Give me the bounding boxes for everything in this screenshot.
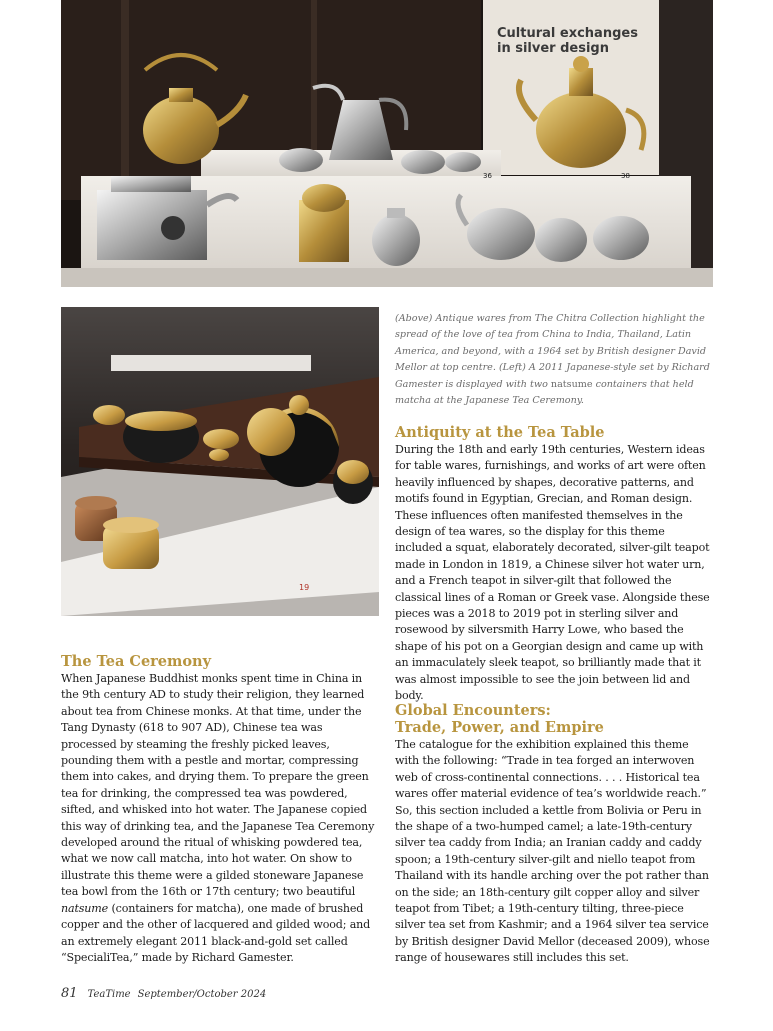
tea-ceremony-body-a: When Japanese Buddhist monks spent time in China in the 9th century AD to study their religion, they learned about tea from Chinese monks. At that time, under the Tang Dynasty (618 to 907 AD), Chinese tea was processed by steaming the freshly picked leaves, pounding them with a pestle and mortar, compressing them into cakes, and drying them. To prepare the green tea for drinking, the compressed tea was powdered, sifted, and whisked into hot water. The Japanese copied this way of drinking tea, and the Japanese Tea Ceremony developed around the ritual of whisking powdered tea, what we now call matcha, into hot water. On show to illustrate this theme were a gilded stoneware Japanese tea bowl from the 16th or 17th century; two beautiful (61, 672, 375, 899)
black-gold-teaset-photo (61, 307, 379, 616)
exhibit-sign-line1: Cultural exchanges (497, 26, 638, 41)
silver-teawares-photo (61, 0, 713, 287)
tea-ceremony-natsume: natsume (61, 901, 109, 915)
item-label-36: 36 (483, 172, 492, 180)
silver-teawares-illustration (61, 0, 713, 287)
global-encounters-body: The catalogue for the exhibition explained this theme with the following: “Trade in tea forged an interwoven web of cross-continental connections. . . . Historical tea wares offer material evidence of tea’s worldwide reach.” So, this section included a kettle from Bolivia or Peru in the shape of a two-humped camel; a late-19th-century silver tea caddy from India; an Iranian caddy and caddy spoon; a 19th-century silver-gilt and niello teapot from Thailand with its handle arching over the pot rather than on the side; an 18th-century gilt copper alloy and silver teapot from Tibet; a 19th-century tilting, three-piece silver tea set from Kashmir; and a 1964 silver tea service by British designer David Mellor (deceased 2009), whose range of housewares still includes this set. (395, 738, 710, 965)
issue-date: September/October 2024 (137, 989, 267, 1000)
caption-collection-name: The Chitra Collection (534, 313, 640, 324)
caption-text-a: (Above) Antique wares from (395, 313, 535, 324)
antiquity-heading: Antiquity at the Tea Table (395, 424, 605, 441)
magazine-name: TeaTime (87, 989, 131, 1000)
photo-caption (395, 311, 713, 409)
exhibit-sign-line2: in silver design (497, 41, 609, 56)
page-footer (61, 986, 266, 1001)
page-number: 81 (61, 986, 78, 1001)
caption-natsume: natsume (550, 378, 593, 390)
teaset-illustration (61, 307, 379, 616)
global-heading-line1: Global Encounters: (395, 702, 551, 719)
item-label-38: 38 (621, 172, 630, 180)
global-encounters-heading (395, 702, 713, 736)
tea-ceremony-heading: The Tea Ceremony (61, 653, 212, 670)
antiquity-body: During the 18th and early 19th centuries, Western ideas for table wares, furnishings, and works of art were often heavily influenced by shapes, decorative patterns, and motifs found in Egyptian, Grecian, and Roman design. These influences often manifested themselves in the design of tea wares, so the display for this theme included a squat, elaborately decorated, silver-gilt teapot made in London in 1819, a Chinese silver hot water urn, and a French teapot in silver-gilt that followed the classical lines of a Roman or Greek vase. Alongside these pieces was a 2018 to 2019 pot in sterling silver and rosewood by silversmith Harry Lowe, who based the shape of his pot on a Georgian design and came up with an immaculately sleek teapot, so brilliantly made that it was almost impossible to see the join between lid and body. (395, 443, 710, 703)
caption-text-c: containers that held matcha at the Japanese Tea Ceremony. (395, 378, 694, 407)
tea-ceremony-body-b: (containers for matcha), one made of brushed copper and the other of lacquered and gilded wood; and an extremely elegant 2011 black-and-gold set called “SpecialiTea,” made by Richard Gamester. (61, 901, 371, 964)
item-label-19: 19 (299, 583, 310, 592)
tea-ceremony-body (61, 671, 379, 966)
caption-text-b: highlight the spread of the love of tea from China to India, Thailand, Latin America, and beyond, with a 1964 set by British designer David Mellor at top centre. (Left) A 2011 Japanese-style set by Richard Gamester is displayed with two (395, 313, 710, 390)
global-heading-line2: Trade, Power, and Empire (395, 719, 604, 736)
